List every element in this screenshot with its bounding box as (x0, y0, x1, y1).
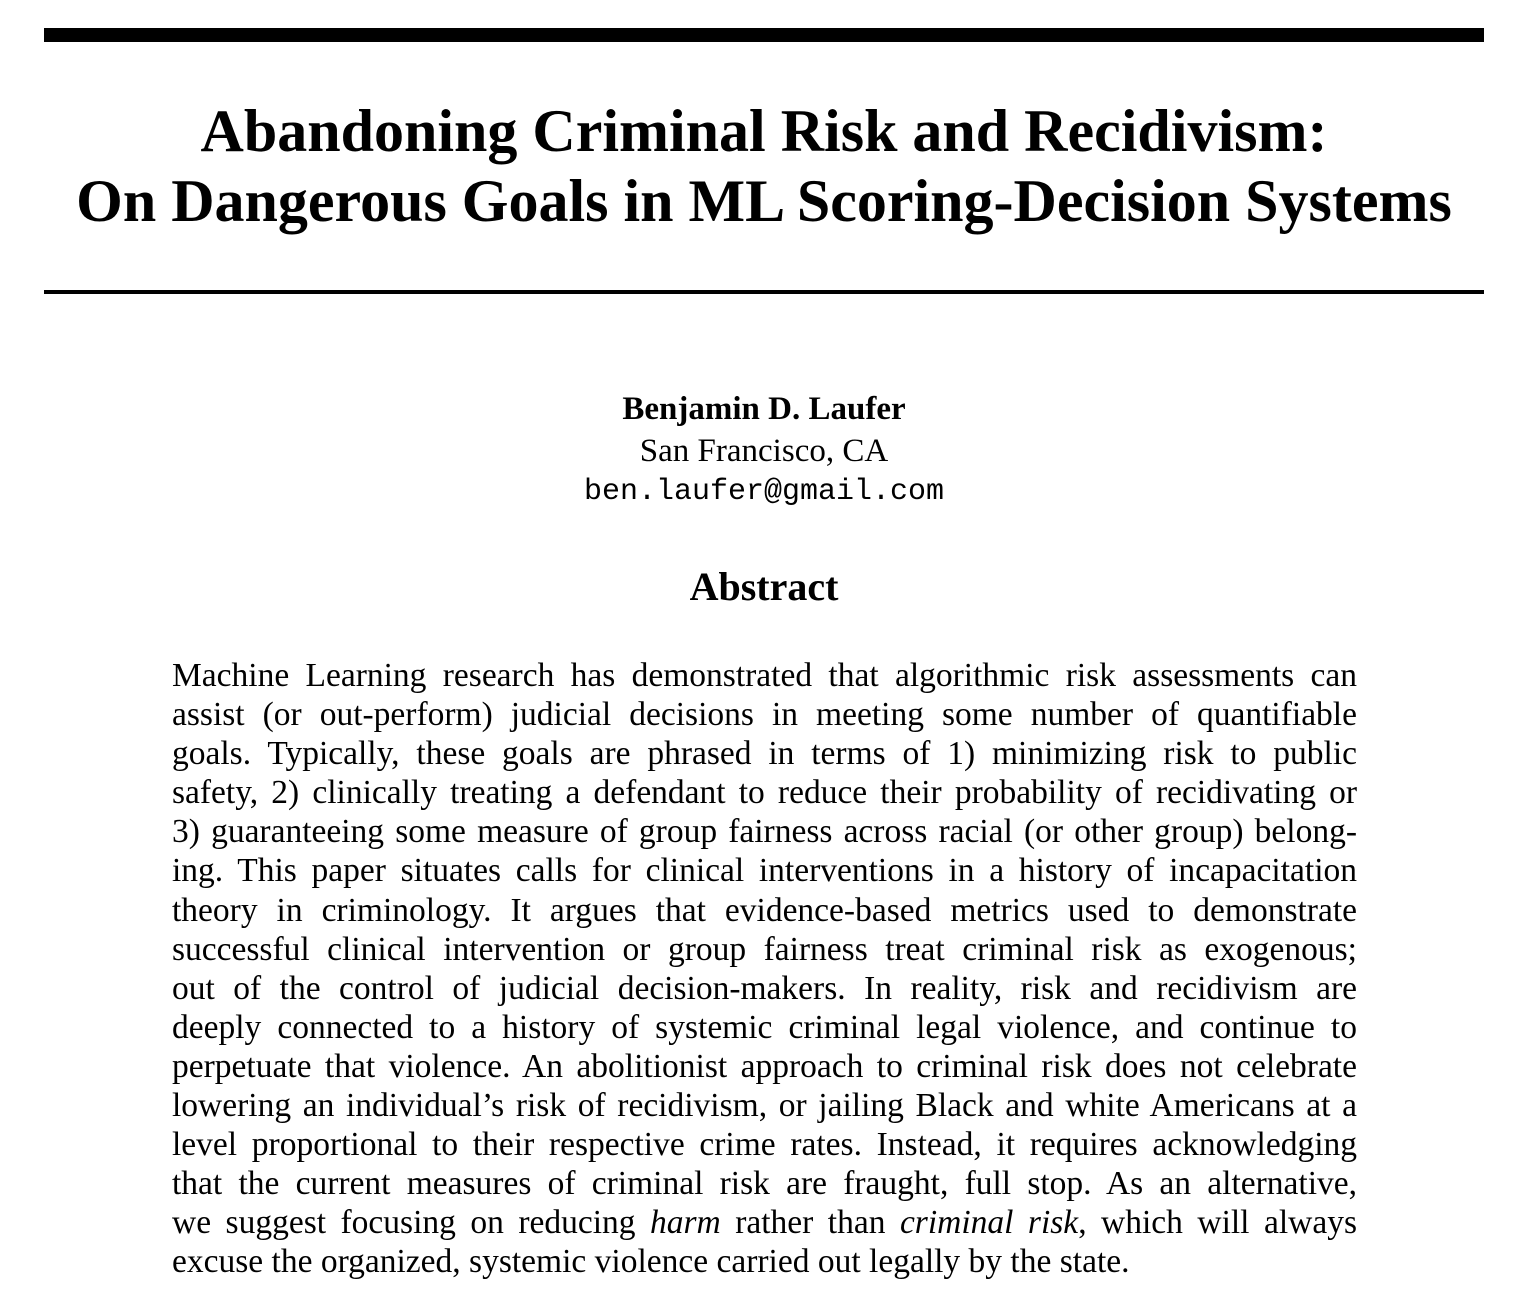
abstract-line: that the current measures of criminal risk are fraught, full stop. As an alternative, (172, 1165, 1357, 1203)
author-affiliation: San Francisco, CA (639, 433, 889, 469)
abstract-heading: Abstract (689, 564, 839, 609)
abstract-line: level proportional to their respective crime rates. Instead, it requires acknowledging (172, 1126, 1357, 1164)
emphasis-criminal-risk: criminal risk (899, 1204, 1079, 1242)
abstract-text: rather than (720, 1204, 900, 1242)
abstract-line: ing. This paper situates calls for clinical interventions in a history of incapacitation (172, 852, 1357, 890)
author-name: Benjamin D. Laufer (622, 391, 906, 427)
abstract-line: successful clinical intervention or group fairness treat criminal risk as exogenous; (172, 930, 1357, 968)
abstract-line: out of the control of judicial decision-makers. In reality, risk and recidivism are (172, 969, 1357, 1007)
abstract-body (172, 656, 1357, 1282)
abstract-line-with-emphasis (172, 1203, 1357, 1242)
abstract-text: , which will always (1078, 1204, 1357, 1242)
title-line-1: Abandoning Criminal Risk and Recidivism: (200, 98, 1328, 164)
abstract-line: Machine Learning research has demonstrated that algorithmic risk assessments can (172, 657, 1357, 694)
abstract-line: deeply connected to a history of systemic criminal legal violence, and continue to (172, 1008, 1357, 1046)
bottom-rule (44, 290, 1484, 294)
abstract-line: safety, 2) clinically treating a defendant to reduce their probability of recidivating or (172, 774, 1357, 812)
abstract-line: assist (or out-perform) judicial decisions in meeting some number of quantifiable (172, 696, 1357, 734)
author-email: ben.laufer@gmail.com (583, 475, 945, 509)
abstract-line: lowering an individual’s risk of recidivism, or jailing Black and white Americans at a (172, 1087, 1357, 1125)
author-block (0, 388, 1516, 512)
paper-title (44, 96, 1484, 236)
abstract-line: goals. Typically, these goals are phrased in terms of 1) minimizing risk to public (172, 735, 1357, 773)
abstract-line: excuse the organized, systemic violence carried out legally by the state. (172, 1243, 1130, 1281)
abstract-line: perpetuate that violence. An abolitionist approach to criminal risk does not celebrate (172, 1047, 1357, 1085)
abstract-line: theory in criminology. It argues that evidence-based metrics used to demonstrate (172, 891, 1357, 929)
emphasis-harm: harm (650, 1204, 721, 1242)
abstract-line: 3) guaranteeing some measure of group fairness across racial (or other group) belong- (172, 813, 1357, 851)
abstract-text: we suggest focusing on reducing (172, 1204, 650, 1242)
top-rule (44, 28, 1484, 42)
title-line-2: On Dangerous Goals in ML Scoring-Decision Systems (76, 168, 1452, 234)
